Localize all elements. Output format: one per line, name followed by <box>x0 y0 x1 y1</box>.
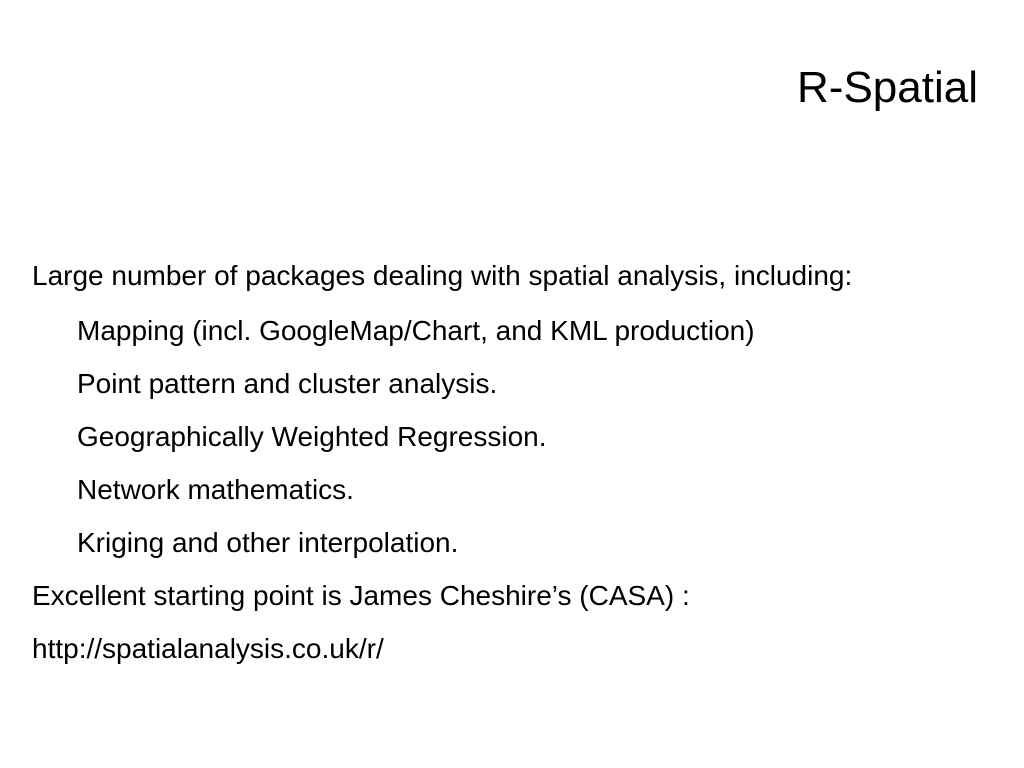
sub-item-kriging: Kriging and other interpolation. <box>77 527 459 558</box>
sub-item-gwr: Geographically Weighted Regression. <box>77 421 547 452</box>
slide-title: R-Spatial <box>797 63 978 112</box>
resource-link[interactable]: http://spatialanalysis.co.uk/r/ <box>32 633 384 664</box>
sub-item-network: Network mathematics. <box>77 474 354 505</box>
sub-item-point-pattern: Point pattern and cluster analysis. <box>77 368 498 399</box>
slide-body <box>32 254 992 675</box>
sub-item-mapping: Mapping (incl. GoogleMap/Chart, and KML production) <box>77 315 755 346</box>
closing-text: Excellent starting point is James Cheshire’s (CASA) : <box>32 580 690 611</box>
intro-text: Large number of packages dealing with spatial analysis, including: <box>32 260 853 291</box>
